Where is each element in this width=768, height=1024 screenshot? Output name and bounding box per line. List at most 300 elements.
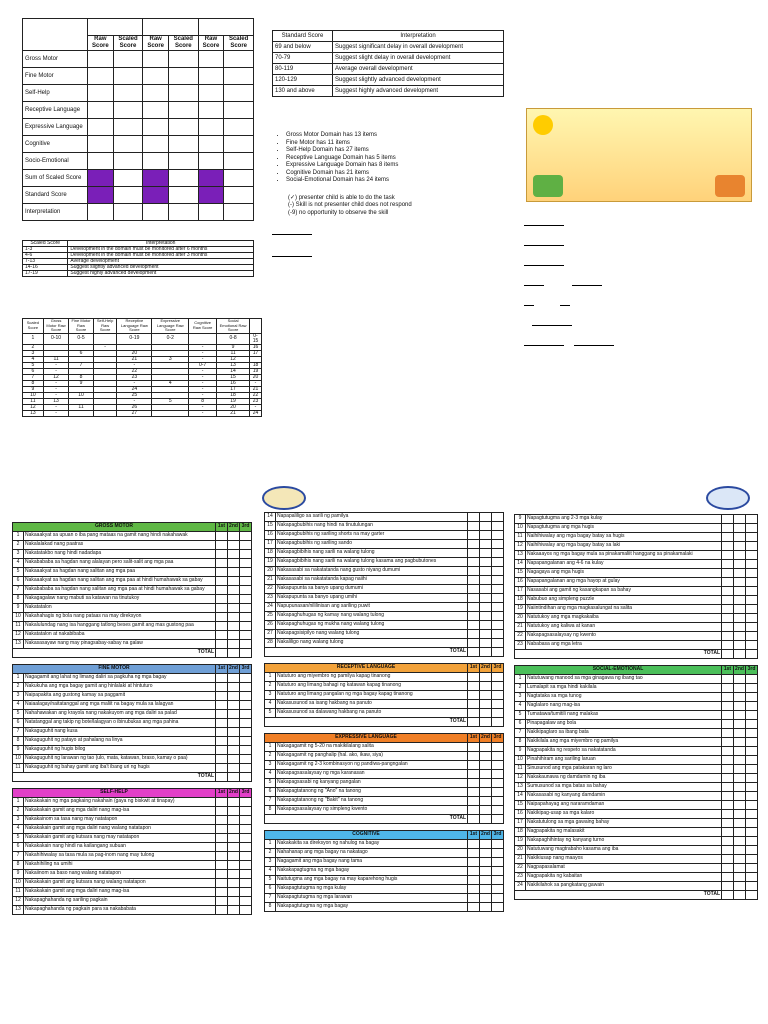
check-cell[interactable] [492,691,504,700]
check-cell[interactable] [240,870,252,879]
check-cell[interactable] [240,640,252,649]
check-cell[interactable] [492,849,504,858]
check-cell[interactable] [468,585,480,594]
check-cell[interactable] [722,765,734,774]
check-cell[interactable] [468,761,480,770]
check-cell[interactable] [480,752,492,761]
check-cell[interactable] [468,603,480,612]
check-cell[interactable] [492,876,504,885]
check-cell[interactable] [216,852,228,861]
check-cell[interactable] [228,701,240,710]
check-cell[interactable] [240,683,252,692]
check-cell[interactable] [240,604,252,613]
check-cell[interactable] [734,828,746,837]
check-cell[interactable] [240,568,252,577]
score-cell[interactable] [113,204,143,221]
check-cell[interactable] [216,568,228,577]
check-cell[interactable] [480,894,492,903]
total-cell[interactable] [480,648,492,657]
check-cell[interactable] [216,728,228,737]
check-cell[interactable] [746,702,758,711]
score-cell[interactable] [143,153,169,170]
check-cell[interactable] [480,709,492,718]
check-cell[interactable] [240,559,252,568]
check-cell[interactable] [228,870,240,879]
total-cell[interactable] [228,649,240,658]
check-cell[interactable] [480,876,492,885]
score-cell[interactable] [88,170,114,187]
check-cell[interactable] [480,858,492,867]
check-cell[interactable] [240,879,252,888]
check-cell[interactable] [480,594,492,603]
check-cell[interactable] [746,693,758,702]
check-cell[interactable] [480,630,492,639]
check-cell[interactable] [228,559,240,568]
check-cell[interactable] [228,746,240,755]
check-cell[interactable] [746,792,758,801]
check-cell[interactable] [492,709,504,718]
score-cell[interactable] [113,119,143,136]
check-cell[interactable] [468,558,480,567]
total-cell[interactable] [746,891,758,900]
check-cell[interactable] [734,684,746,693]
check-cell[interactable] [722,792,734,801]
check-cell[interactable] [240,595,252,604]
check-cell[interactable] [468,522,480,531]
check-cell[interactable] [746,515,758,524]
score-cell[interactable] [113,68,143,85]
total-cell[interactable] [734,650,746,659]
check-cell[interactable] [746,684,758,693]
check-cell[interactable] [746,783,758,792]
check-cell[interactable] [480,700,492,709]
check-cell[interactable] [734,819,746,828]
check-cell[interactable] [228,631,240,640]
total-cell[interactable] [722,891,734,900]
check-cell[interactable] [468,673,480,682]
total-cell[interactable] [240,649,252,658]
check-cell[interactable] [734,675,746,684]
check-cell[interactable] [216,541,228,550]
check-cell[interactable] [480,682,492,691]
check-cell[interactable] [492,594,504,603]
check-cell[interactable] [216,816,228,825]
check-cell[interactable] [746,837,758,846]
check-cell[interactable] [722,632,734,641]
check-cell[interactable] [480,567,492,576]
check-cell[interactable] [746,587,758,596]
check-cell[interactable] [492,673,504,682]
score-cell[interactable] [113,187,143,204]
check-cell[interactable] [746,632,758,641]
check-cell[interactable] [734,882,746,891]
check-cell[interactable] [734,711,746,720]
check-cell[interactable] [468,691,480,700]
check-cell[interactable] [734,551,746,560]
check-cell[interactable] [468,797,480,806]
score-cell[interactable] [143,68,169,85]
check-cell[interactable] [480,743,492,752]
score-cell[interactable] [88,85,114,102]
check-cell[interactable] [722,641,734,650]
total-cell[interactable] [480,718,492,727]
check-cell[interactable] [492,743,504,752]
check-cell[interactable] [746,578,758,587]
check-cell[interactable] [734,614,746,623]
score-cell[interactable] [113,170,143,187]
score-cell[interactable] [88,204,114,221]
check-cell[interactable] [746,828,758,837]
check-cell[interactable] [722,675,734,684]
check-cell[interactable] [240,843,252,852]
check-cell[interactable] [746,801,758,810]
check-cell[interactable] [228,816,240,825]
check-cell[interactable] [722,873,734,882]
check-cell[interactable] [216,861,228,870]
score-cell[interactable] [198,119,224,136]
check-cell[interactable] [746,720,758,729]
check-cell[interactable] [240,906,252,915]
score-cell[interactable] [224,204,254,221]
check-cell[interactable] [216,613,228,622]
check-cell[interactable] [240,631,252,640]
check-cell[interactable] [722,569,734,578]
check-cell[interactable] [480,522,492,531]
score-cell[interactable] [169,187,199,204]
score-cell[interactable] [143,51,169,68]
check-cell[interactable] [480,621,492,630]
check-cell[interactable] [216,532,228,541]
check-cell[interactable] [480,779,492,788]
check-cell[interactable] [492,549,504,558]
check-cell[interactable] [734,533,746,542]
check-cell[interactable] [228,622,240,631]
check-cell[interactable] [734,765,746,774]
score-cell[interactable] [113,136,143,153]
check-cell[interactable] [240,861,252,870]
check-cell[interactable] [240,764,252,773]
check-cell[interactable] [734,578,746,587]
check-cell[interactable] [492,540,504,549]
check-cell[interactable] [722,783,734,792]
check-cell[interactable] [216,807,228,816]
check-cell[interactable] [480,691,492,700]
check-cell[interactable] [216,595,228,604]
check-cell[interactable] [480,513,492,522]
check-cell[interactable] [240,586,252,595]
score-cell[interactable] [224,170,254,187]
check-cell[interactable] [492,612,504,621]
check-cell[interactable] [734,605,746,614]
score-cell[interactable] [224,119,254,136]
score-cell[interactable] [169,170,199,187]
check-cell[interactable] [240,550,252,559]
check-cell[interactable] [746,873,758,882]
check-cell[interactable] [228,843,240,852]
check-cell[interactable] [746,605,758,614]
check-cell[interactable] [492,761,504,770]
check-cell[interactable] [228,906,240,915]
check-cell[interactable] [492,639,504,648]
score-cell[interactable] [198,187,224,204]
check-cell[interactable] [216,798,228,807]
check-cell[interactable] [228,834,240,843]
check-cell[interactable] [240,541,252,550]
check-cell[interactable] [492,513,504,522]
check-cell[interactable] [722,711,734,720]
check-cell[interactable] [746,542,758,551]
check-cell[interactable] [228,683,240,692]
check-cell[interactable] [216,640,228,649]
check-cell[interactable] [722,810,734,819]
check-cell[interactable] [480,612,492,621]
check-cell[interactable] [734,801,746,810]
check-cell[interactable] [240,746,252,755]
check-cell[interactable] [228,764,240,773]
check-cell[interactable] [228,737,240,746]
check-cell[interactable] [468,894,480,903]
check-cell[interactable] [468,903,480,912]
check-cell[interactable] [734,641,746,650]
check-cell[interactable] [240,888,252,897]
check-cell[interactable] [228,604,240,613]
check-cell[interactable] [722,560,734,569]
check-cell[interactable] [492,788,504,797]
check-cell[interactable] [492,867,504,876]
check-cell[interactable] [492,621,504,630]
check-cell[interactable] [746,711,758,720]
check-cell[interactable] [468,682,480,691]
check-cell[interactable] [722,702,734,711]
check-cell[interactable] [746,756,758,765]
check-cell[interactable] [722,720,734,729]
total-cell[interactable] [228,773,240,782]
check-cell[interactable] [746,846,758,855]
check-cell[interactable] [240,834,252,843]
check-cell[interactable] [722,801,734,810]
check-cell[interactable] [480,540,492,549]
check-cell[interactable] [734,720,746,729]
check-cell[interactable] [216,559,228,568]
check-cell[interactable] [240,737,252,746]
check-cell[interactable] [480,761,492,770]
check-cell[interactable] [228,755,240,764]
check-cell[interactable] [492,797,504,806]
check-cell[interactable] [722,623,734,632]
check-cell[interactable] [734,569,746,578]
check-cell[interactable] [480,531,492,540]
check-cell[interactable] [216,764,228,773]
score-cell[interactable] [113,85,143,102]
check-cell[interactable] [746,596,758,605]
score-cell[interactable] [169,136,199,153]
check-cell[interactable] [480,576,492,585]
check-cell[interactable] [216,825,228,834]
check-cell[interactable] [722,605,734,614]
check-cell[interactable] [468,709,480,718]
score-cell[interactable] [143,119,169,136]
check-cell[interactable] [722,515,734,524]
score-cell[interactable] [224,136,254,153]
check-cell[interactable] [468,743,480,752]
check-cell[interactable] [480,770,492,779]
check-cell[interactable] [228,613,240,622]
check-cell[interactable] [722,614,734,623]
check-cell[interactable] [480,885,492,894]
check-cell[interactable] [480,558,492,567]
score-cell[interactable] [224,68,254,85]
check-cell[interactable] [492,840,504,849]
check-cell[interactable] [480,673,492,682]
check-cell[interactable] [722,542,734,551]
check-cell[interactable] [216,604,228,613]
check-cell[interactable] [480,585,492,594]
check-cell[interactable] [228,888,240,897]
check-cell[interactable] [746,810,758,819]
check-cell[interactable] [746,765,758,774]
check-cell[interactable] [228,586,240,595]
score-cell[interactable] [224,153,254,170]
check-cell[interactable] [216,622,228,631]
check-cell[interactable] [240,807,252,816]
check-cell[interactable] [722,587,734,596]
check-cell[interactable] [746,569,758,578]
check-cell[interactable] [468,594,480,603]
check-cell[interactable] [480,849,492,858]
check-cell[interactable] [228,798,240,807]
check-cell[interactable] [492,531,504,540]
check-cell[interactable] [492,752,504,761]
check-cell[interactable] [734,738,746,747]
check-cell[interactable] [492,806,504,815]
check-cell[interactable] [240,692,252,701]
check-cell[interactable] [216,755,228,764]
total-cell[interactable] [468,718,480,727]
total-cell[interactable] [216,773,228,782]
score-cell[interactable] [198,136,224,153]
check-cell[interactable] [734,524,746,533]
check-cell[interactable] [734,587,746,596]
check-cell[interactable] [734,783,746,792]
score-cell[interactable] [88,119,114,136]
score-cell[interactable] [198,85,224,102]
check-cell[interactable] [722,693,734,702]
check-cell[interactable] [468,779,480,788]
total-cell[interactable] [468,815,480,824]
check-cell[interactable] [216,870,228,879]
total-cell[interactable] [216,649,228,658]
check-cell[interactable] [480,867,492,876]
check-cell[interactable] [216,888,228,897]
score-cell[interactable] [224,102,254,119]
check-cell[interactable] [746,819,758,828]
check-cell[interactable] [734,792,746,801]
check-cell[interactable] [722,837,734,846]
check-cell[interactable] [734,729,746,738]
check-cell[interactable] [228,825,240,834]
check-cell[interactable] [492,885,504,894]
check-cell[interactable] [746,675,758,684]
check-cell[interactable] [240,719,252,728]
check-cell[interactable] [480,788,492,797]
score-cell[interactable] [143,102,169,119]
total-cell[interactable] [480,815,492,824]
check-cell[interactable] [746,747,758,756]
check-cell[interactable] [216,631,228,640]
check-cell[interactable] [228,719,240,728]
check-cell[interactable] [228,728,240,737]
check-cell[interactable] [216,683,228,692]
check-cell[interactable] [480,603,492,612]
check-cell[interactable] [240,674,252,683]
check-cell[interactable] [468,621,480,630]
check-cell[interactable] [240,816,252,825]
check-cell[interactable] [492,894,504,903]
score-cell[interactable] [143,204,169,221]
check-cell[interactable] [492,700,504,709]
score-cell[interactable] [198,170,224,187]
total-cell[interactable] [734,891,746,900]
check-cell[interactable] [228,532,240,541]
check-cell[interactable] [228,640,240,649]
check-cell[interactable] [468,858,480,867]
check-cell[interactable] [734,837,746,846]
check-cell[interactable] [216,843,228,852]
total-cell[interactable] [492,815,504,824]
check-cell[interactable] [734,864,746,873]
check-cell[interactable] [480,797,492,806]
check-cell[interactable] [240,798,252,807]
check-cell[interactable] [492,903,504,912]
check-cell[interactable] [734,632,746,641]
check-cell[interactable] [722,578,734,587]
score-cell[interactable] [224,51,254,68]
check-cell[interactable] [468,876,480,885]
score-cell[interactable] [169,204,199,221]
check-cell[interactable] [228,710,240,719]
check-cell[interactable] [228,807,240,816]
check-cell[interactable] [228,674,240,683]
check-cell[interactable] [480,840,492,849]
check-cell[interactable] [722,524,734,533]
check-cell[interactable] [480,806,492,815]
score-cell[interactable] [88,102,114,119]
score-cell[interactable] [198,51,224,68]
check-cell[interactable] [734,702,746,711]
check-cell[interactable] [746,614,758,623]
check-cell[interactable] [746,729,758,738]
check-cell[interactable] [468,885,480,894]
check-cell[interactable] [228,879,240,888]
check-cell[interactable] [240,710,252,719]
total-cell[interactable] [746,650,758,659]
score-cell[interactable] [143,136,169,153]
check-cell[interactable] [228,595,240,604]
check-cell[interactable] [216,692,228,701]
score-cell[interactable] [169,68,199,85]
check-cell[interactable] [228,897,240,906]
check-cell[interactable] [734,515,746,524]
check-cell[interactable] [734,623,746,632]
check-cell[interactable] [468,576,480,585]
check-cell[interactable] [216,737,228,746]
check-cell[interactable] [228,692,240,701]
score-cell[interactable] [143,85,169,102]
score-cell[interactable] [198,153,224,170]
check-cell[interactable] [228,861,240,870]
score-cell[interactable] [88,68,114,85]
check-cell[interactable] [468,567,480,576]
